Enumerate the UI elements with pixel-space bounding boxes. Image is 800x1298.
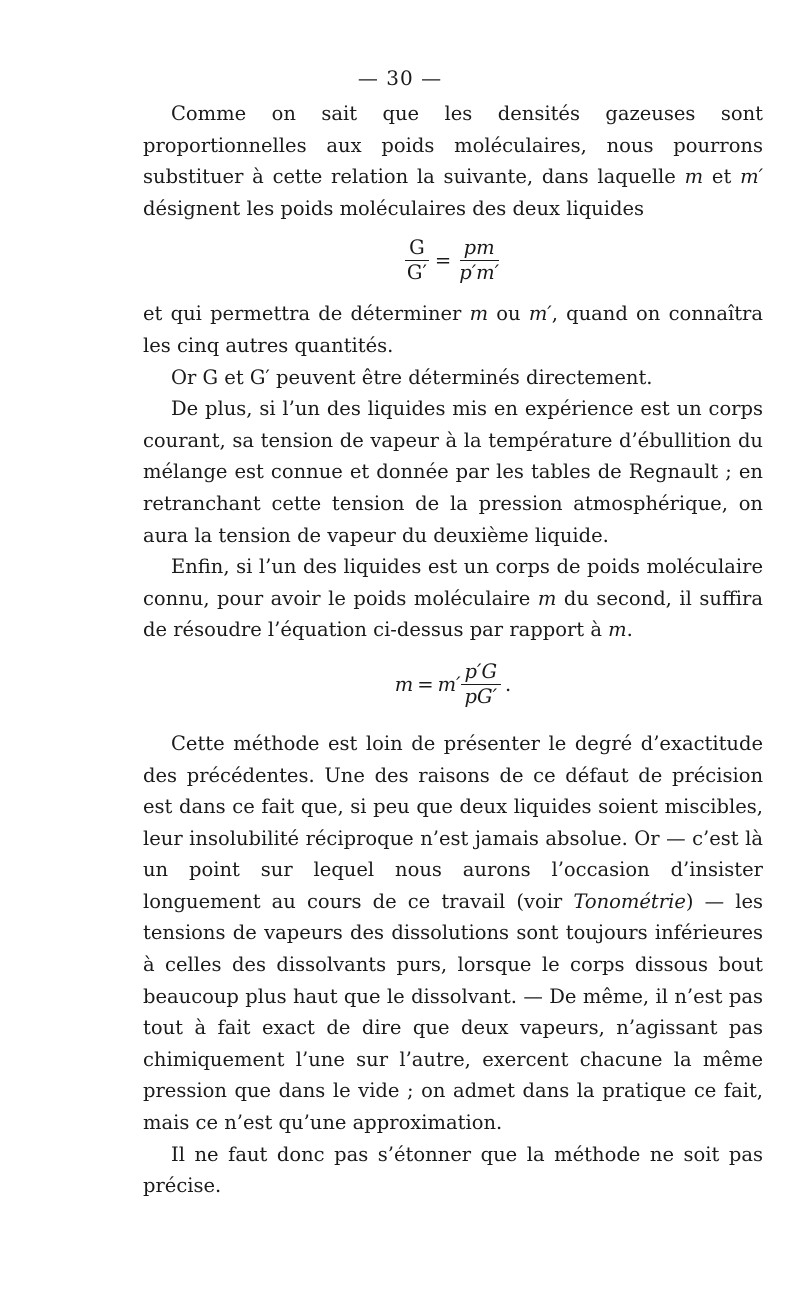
formula-solution-coef: m′ xyxy=(437,673,461,697)
paragraph-enfin xyxy=(143,551,763,646)
formula-solution-lhs: m xyxy=(394,673,414,697)
p2-text-c: , quand on connaîtra les cinq autres quantités. xyxy=(143,302,763,357)
p5-text-c: . xyxy=(626,618,633,642)
p1-var-m: m xyxy=(684,165,704,189)
p5-text-b: du second, il suffira de résoudre l’équation ci-dessus par rapport à xyxy=(143,586,763,642)
formula-ratio-lhs-num: G xyxy=(405,237,429,261)
formula-solution xyxy=(143,646,763,724)
p1-text-c: désignent les poids moléculaires des deux liquides xyxy=(143,196,645,220)
p5-var-m: m xyxy=(537,586,557,610)
paragraph-conclusion: Il ne faut donc pas s’étonner que la méthode ne soit pas précise. xyxy=(143,1142,763,1198)
formula-ratio-lhs xyxy=(403,237,431,284)
p5-var-m-2: m xyxy=(608,618,627,642)
formula-solution-equals: = xyxy=(417,673,434,697)
p2-text-b: ou xyxy=(488,302,529,326)
paragraph-densites xyxy=(143,98,763,224)
p1-var-m-prime: m′ xyxy=(740,165,763,189)
paragraph-or-g: Or G et G′ peuvent être déterminés directement. xyxy=(171,365,653,389)
formula-ratio xyxy=(143,224,763,296)
formula-ratio-lhs-den: G′ xyxy=(406,260,427,284)
p1-text-b: et xyxy=(703,165,741,189)
formula-solution-period: . xyxy=(505,673,512,697)
page-number: — 30 — xyxy=(357,66,443,90)
p5-text-a: Enfin, si l’un des liquides est un corps de poids moléculaire connu, pour avoir le poids moléculaire xyxy=(143,555,763,610)
p6-text-a: Cette méthode est loin de présenter le degré d’exactitude des précédentes. Une des raisons de ce défaut de précision est dans ce fait que, si peu que deux liquides soient miscibles, leur insolubilité réciproque n’est jamais absolue. Or — c’est là un point sur lequel nous aurons l’occasion d’insister longuement au cours de ce travail (voir xyxy=(143,731,763,913)
p6-text-b: ) — les tensions de vapeurs des dissolutions sont toujours inférieures à celles des dissolvants purs, lorsque le corps dissous bout beaucoup plus haut que le dissolvant. — De même, il n’est pas tout à fait exact de dire que deux vapeurs, n’agissant pas chimiquement l’une sur l’autre, exercent chacune la même pression que dans le vide ; on admet dans la pratique ce fait, mais ce n’est qu’une approximation. xyxy=(143,889,763,1135)
paragraph-de-plus: De plus, si l’un des liquides mis en expérience est un corps courant, sa tension de vapeur à la température d’ébullition du mélange est connue et donnée par les tables de Regnault ; en retranchant cette tension de la pression atmosphérique, on aura la tension de vapeur du deuxième liquide. xyxy=(143,397,763,547)
body-text xyxy=(143,98,763,1202)
p2-var-m-prime: m′ xyxy=(528,302,552,326)
formula-ratio-equals: = xyxy=(434,248,452,272)
p2-text-a: et qui permettra de déterminer xyxy=(143,302,470,326)
paragraph-cette-methode xyxy=(143,728,763,1139)
p2-var-m: m xyxy=(469,302,489,326)
formula-solution-num: p′G xyxy=(461,661,502,685)
formula-ratio-rhs-num: pm xyxy=(460,237,499,261)
p6-tonometrie: Tonométrie xyxy=(573,889,686,913)
formula-ratio-rhs xyxy=(455,237,503,284)
formula-ratio-rhs-den: p′m′ xyxy=(459,260,500,284)
formula-solution-fraction xyxy=(461,661,502,708)
paragraph-permettra xyxy=(143,298,763,361)
p1-text-a: Comme on sait que les densités gazeuses sont proportionnelles aux poids moléculaires, nous pourrons substituer à cette relation la suivante, dans laquelle xyxy=(143,102,763,189)
formula-solution-den: pG′ xyxy=(464,685,498,709)
